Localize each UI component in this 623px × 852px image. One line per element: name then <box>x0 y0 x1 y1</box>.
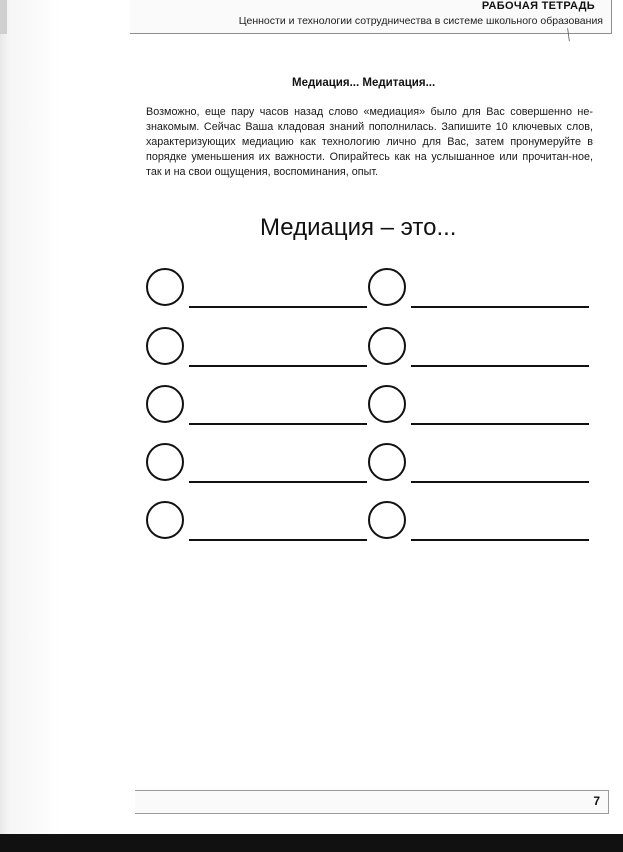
number-circle[interactable] <box>146 443 184 481</box>
answer-line[interactable] <box>189 539 367 541</box>
header-title: РАБОЧАЯ ТЕТРАДЬ <box>481 0 595 12</box>
number-circle[interactable] <box>146 268 184 306</box>
page-number: 7 <box>593 794 600 808</box>
answer-line[interactable] <box>411 481 589 483</box>
number-circle[interactable] <box>146 385 184 423</box>
section-heading: Медиация... Медитация... <box>292 77 436 89</box>
answer-line[interactable] <box>189 481 367 483</box>
keyword-entry-3 <box>146 327 366 375</box>
answer-line[interactable] <box>189 306 367 308</box>
keyword-entry-8 <box>368 443 588 491</box>
answer-line[interactable] <box>411 306 589 308</box>
number-circle[interactable] <box>146 327 184 365</box>
mediation-title: Медиация – это... <box>260 214 457 241</box>
keyword-entry-4 <box>368 327 588 375</box>
keyword-entry-9 <box>146 501 366 549</box>
answer-line[interactable] <box>411 539 589 541</box>
keyword-entry-10 <box>368 501 588 549</box>
number-circle[interactable] <box>368 501 406 539</box>
keyword-entry-5 <box>146 385 366 433</box>
number-circle[interactable] <box>368 268 406 306</box>
keyword-entry-6 <box>368 385 588 433</box>
number-circle[interactable] <box>368 327 406 365</box>
number-circle[interactable] <box>146 501 184 539</box>
instructions-paragraph: Возможно, еще пару часов назад слово «медиация» было для Вас совершенно не-знакомым. Сейчас Ваша кладовая знаний пополнилась. Запишите 10 ключевых слов, характеризующих медиацию как технологию лично для Вас, затем пронумеруйте в порядке уменьшения их важности. Опирайтесь как на услышанное или прочитан-ное, так и на свои ощущения, воспоминания, опыт. <box>146 106 593 178</box>
number-circle[interactable] <box>368 443 406 481</box>
footer-frame <box>135 790 609 814</box>
keyword-entry-7 <box>146 443 366 491</box>
answer-line[interactable] <box>189 365 367 367</box>
keyword-entry-1 <box>146 268 366 316</box>
pen-mark-icon: ╱ <box>563 29 575 42</box>
answer-line[interactable] <box>189 423 367 425</box>
header-subtitle: Ценности и технологии сотрудничества в системе школьного образования <box>238 15 603 27</box>
keyword-entry-2 <box>368 268 588 316</box>
scan-bottom-strip <box>0 834 623 852</box>
answer-line[interactable] <box>411 423 589 425</box>
number-circle[interactable] <box>368 385 406 423</box>
answer-line[interactable] <box>411 365 589 367</box>
